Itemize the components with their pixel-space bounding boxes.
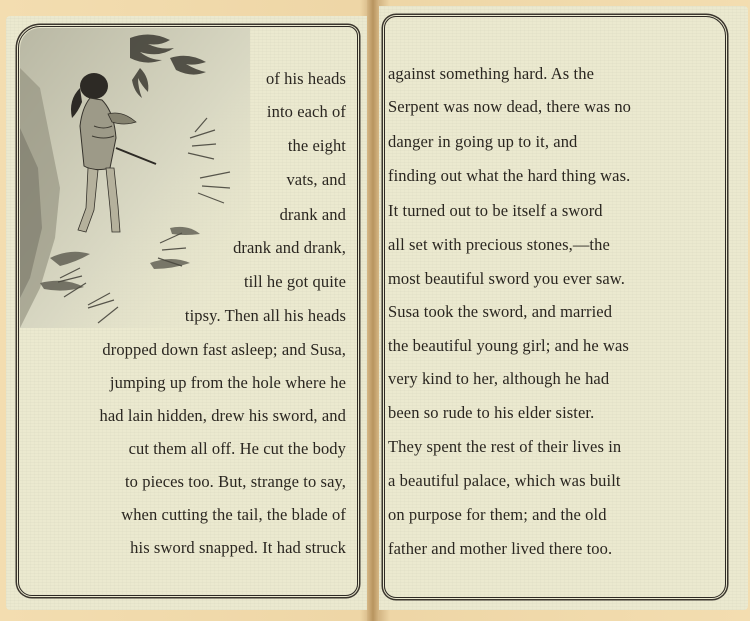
text-line: when cutting the tail, the blade of [121, 505, 346, 524]
text-line: had lain hidden, drew his sword, and [99, 406, 346, 425]
text-line: They spent the rest of their lives in [388, 437, 622, 456]
book-gutter [367, 0, 379, 621]
text-line: his sword snapped. It had struck [130, 538, 346, 557]
text-line: Susa took the sword, and married [388, 302, 613, 321]
text-line: of his heads [265, 69, 346, 88]
text-line: the eight [287, 136, 346, 155]
text-line: all set with precious stones,—the [388, 235, 610, 254]
illustration-warrior-on-cliff [20, 28, 250, 328]
text-line: dropped down fast asleep; and Susa, [102, 340, 346, 359]
text-line: into each of [266, 102, 346, 121]
text-line: a beautiful palace, which was built [388, 471, 621, 490]
text-line: It turned out to be itself a sword [388, 201, 603, 220]
text-line: cut them all off. He cut the body [128, 439, 346, 458]
text-line: to pieces too. But, strange to say, [124, 472, 346, 491]
text-line: against something hard. As the [388, 64, 595, 83]
text-line: Serpent was now dead, there was no [388, 97, 632, 116]
text-line: father and mother lived there too. [388, 539, 613, 558]
text-line: the beautiful young girl; and he was [388, 336, 629, 355]
text-line: tipsy. Then all his heads [184, 306, 346, 325]
text-line: till he got quite [243, 272, 346, 291]
text-line: vats, and [286, 170, 346, 189]
text-line: been so rude to his elder sister. [388, 403, 595, 422]
text-line: danger in going up to it, and [388, 132, 578, 151]
text-line: most beautiful sword you ever saw. [388, 269, 625, 288]
text-line: finding out what the hard thing was. [388, 166, 631, 185]
text-line: drank and [279, 205, 346, 224]
text-line: very kind to her, although he had [388, 369, 610, 388]
text-line: on purpose for them; and the old [388, 505, 607, 524]
text-line: drank and drank, [233, 238, 346, 257]
text-line: jumping up from the hole where he [109, 373, 346, 392]
